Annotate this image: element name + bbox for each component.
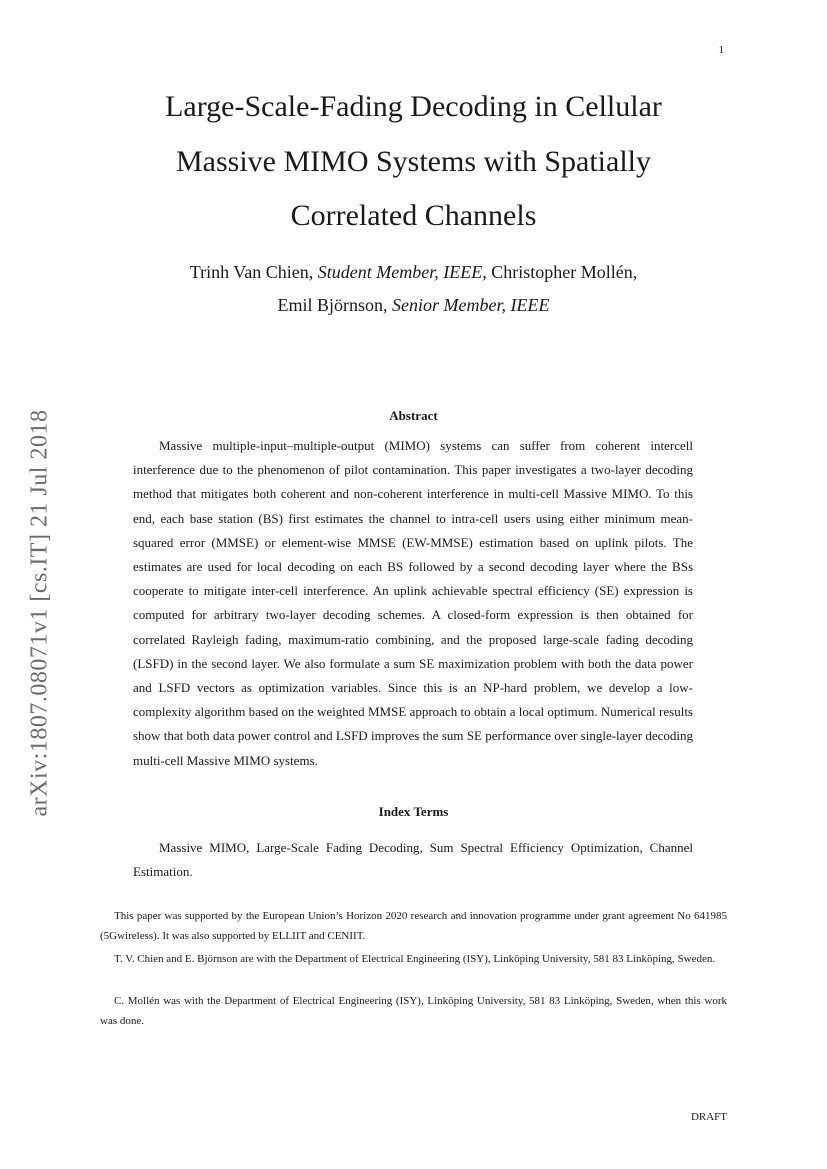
author-name-bjornson: Emil Björnson,: [277, 295, 393, 315]
footnote-funding: This paper was supported by the European Union’s Horizon 2020 research and innovation programme under grant agreement No 641985 (5Gwireless). It was also supported by ELLIIT and CENIIT.: [100, 910, 727, 942]
footnote-affiliation-chien-bjornson: T. V. Chien and E. Björnson are with the Department of Electrical Engineering (ISY), Linköping University, 581 83 Linköping, Sweden.: [114, 953, 716, 965]
footnote-affiliation-mollen: C. Mollén was with the Department of Electrical Engineering (ISY), Linköping University, 581 83 Linköping, Sweden, when this work was done.: [100, 995, 727, 1027]
author-name-mollen: Christopher Mollén,: [486, 262, 638, 282]
index-terms-text: Massive MIMO, Large-Scale Fading Decoding, Sum Spectral Efficiency Optimization, Channel Estimation.: [133, 840, 693, 880]
author-name-chien: Trinh Van Chien,: [189, 262, 318, 282]
author-line-2: [0, 295, 827, 316]
paper-title-line-3: Correlated Channels: [290, 199, 537, 232]
abstract-heading: Abstract: [389, 408, 438, 423]
draft-label: DRAFT: [690, 1111, 727, 1123]
author-role-chien: Student Member, IEEE,: [317, 262, 487, 282]
author-line-1: [0, 262, 827, 283]
paper-title-line-1: Large-Scale-Fading Decoding in Cellular: [165, 90, 662, 123]
paper-title-line-2: Massive MIMO Systems with Spatially: [175, 145, 651, 178]
page-number: 1: [718, 44, 724, 56]
index-terms-heading: Index Terms: [378, 804, 449, 819]
arxiv-identifier-stamp: arXiv:1807.08071v1 [cs.IT] 21 Jul 2018: [26, 409, 53, 817]
abstract-text: Massive multiple-input–multiple-output (MIMO) systems can suffer from coherent intercell interference due to the phenomenon of pilot contamination. This paper investigates a two-layer decoding method that mitigates both coherent and non-coherent interference in multi-cell Massive MIMO. To this end, each base station (BS) first estimates the channel to intra-cell users using either minimum mean-squared error (MMSE) or element-wise MMSE (EW-MMSE) estimation based on uplink pilots. The estimates are used for local decoding on each BS followed by a second decoding layer where the BSs cooperate to mitigate inter-cell interference. An uplink achievable spectral efficiency (SE) expression is computed for arbitrary two-layer decoding schemes. A closed-form expression is then obtained for correlated Rayleigh fading, maximum-ratio combining, and the proposed large-scale fading decoding (LSFD) in the second layer. We also formulate a sum SE maximization problem with both the data power and LSFD vectors as optimization variables. Since this is an NP-hard problem, we develop a low-complexity algorithm based on the weighted MMSE approach to obtain a local optimum. Numerical results show that both data power control and LSFD improves the sum SE performance over single-layer decoding multi-cell Massive MIMO systems.: [133, 438, 693, 768]
author-role-bjornson: Senior Member, IEEE: [392, 295, 550, 315]
